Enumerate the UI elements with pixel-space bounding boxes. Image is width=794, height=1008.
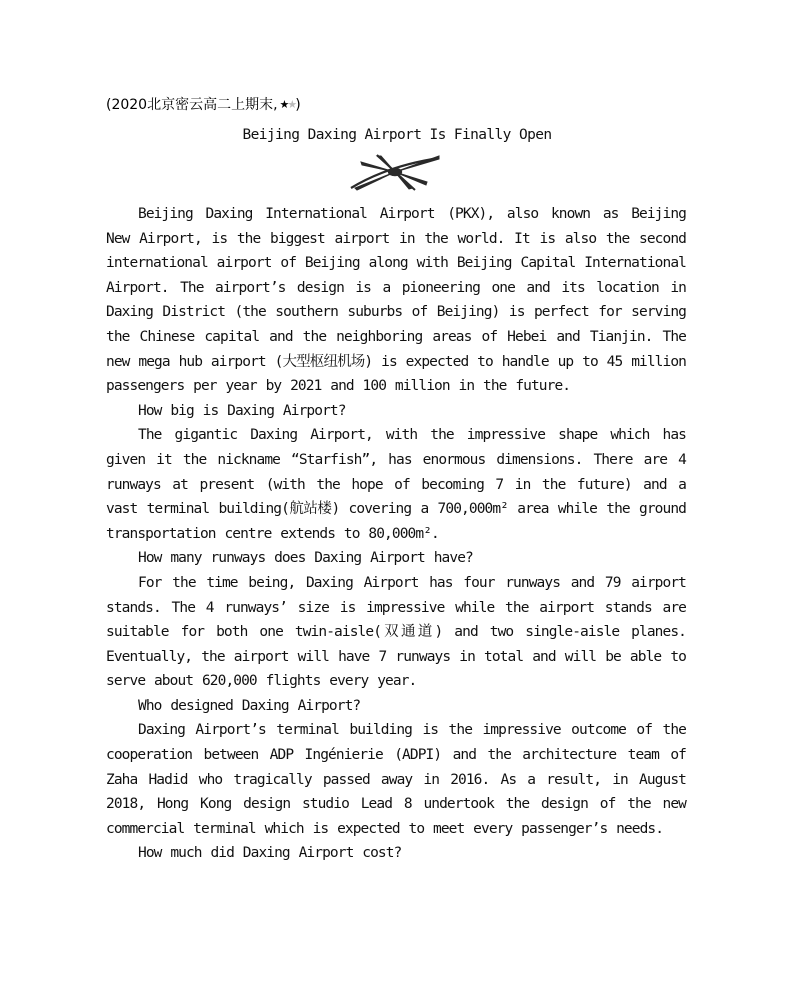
question-runways: How many runways does Daxing Airport have? <box>138 550 473 567</box>
paragraph-runways: For the time being, Daxing Airport has four runways and 79 airport stands. The 4 runways’ size is impressive while the airport stands are suitable for both one twin-aisle(双通道) and two single-aisle planes. Eventually, the airport will have 7 runways in total and will be able to serve about 620,000 flights every year. <box>106 574 686 690</box>
starfish-airport-icon <box>347 152 443 192</box>
article-body <box>106 202 686 866</box>
question-cost: How much did Daxing Airport cost? <box>138 845 402 862</box>
source-close: ) <box>295 97 301 113</box>
paragraph-intro: Beijing Daxing International Airport (PKX), also known as Beijing New Airport, is the biggest airport in the world. It is also the second international airport of Beijing along with Beijing Capital International Airport. The airport’s design is a pioneering one and its location in Daxing District (the southern suburbs of Beijing) is perfect for serving the Chinese capital and the neighboring areas of Hebei and Tianjin. The new mega hub airport (大型枢纽机场) is expected to handle up to 45 million passengers per year by 2021 and 100 million in the future. <box>106 206 686 395</box>
source-label: (2020北京密云高二上期末, <box>106 97 278 113</box>
question-designer: Who designed Daxing Airport? <box>138 697 361 714</box>
paragraph-designer: Daxing Airport’s terminal building is the impressive outcome of the cooperation between ADP Ingénierie (ADPI) and the architecture team of Zaha Hadid who tragically passed away in 2016. As a result, in August 2018, Hong Kong design studio Lead 8 undertook the design of the new commercial terminal which is expected to meet every passenger’s needs. <box>106 722 686 837</box>
difficulty-stars-icon: ★★ <box>279 98 296 111</box>
paragraph-size: The gigantic Daxing Airport, with the impressive shape which has given it the nickname “Starfish”, has enormous dimensions. There are 4 runways at present (with the hope of becoming 7 in the future) and a vast terminal building(航站楼) covering a 700,000m² area while the ground transportation centre extends to 80,000m². <box>106 427 686 542</box>
question-size: How big is Daxing Airport? <box>138 402 346 419</box>
article-title: Beijing Daxing Airport Is Finally Open <box>242 127 552 143</box>
source-note <box>106 93 366 117</box>
